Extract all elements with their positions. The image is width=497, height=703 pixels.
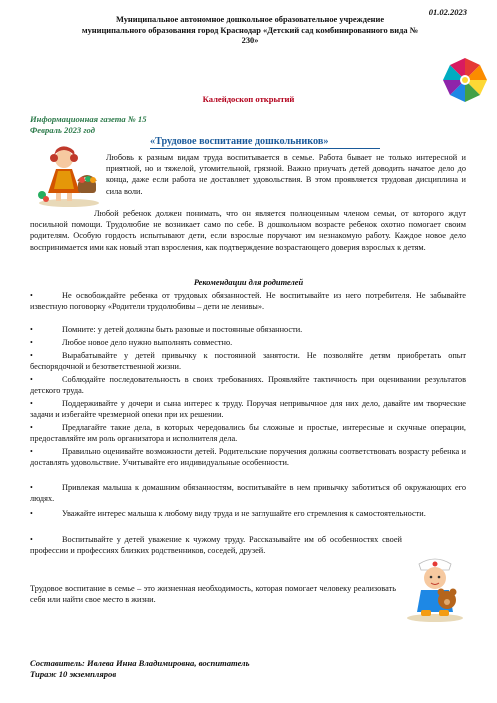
gazette-month: Февраль 2023 год	[30, 124, 95, 135]
title-underline	[150, 148, 380, 149]
recommendations-heading: Рекомендации для родителей	[193, 278, 304, 287]
boy-with-teddy-bear-illustration	[403, 556, 467, 622]
header-line-1: Муниципальное автономное дошкольное образовательное учреждение	[115, 15, 385, 24]
bullet-icon: •	[30, 325, 33, 334]
recommendation-item: • Не освобождайте ребенка от трудовых обязанностей. Не воспитывайте из него потребителя. Не забывайте известную поговорку «Родители трудолюбивы – дети не ленивы».	[30, 291, 466, 312]
institution-header	[60, 15, 440, 47]
bullet-icon: •	[30, 509, 33, 518]
bullet-icon: •	[30, 535, 33, 544]
recommendation-item: • Уважайте интерес малыша к любому виду труда и не заглушайте его стремления к самостоятельности.	[30, 509, 426, 518]
bullet-icon: •	[30, 483, 33, 492]
footer-author: Составитель: Ивлева Инна Владимировна, воспитатель	[30, 658, 250, 668]
article-title: «Трудовое воспитание дошкольников»	[150, 136, 329, 147]
header-line-2: муниципального образования город Краснодар «Детский сад комбинированного вида №	[81, 25, 419, 35]
footer	[30, 658, 250, 680]
recommendation-item: • Предлагайте такие дела, в которых чередовались бы сложные и простые, интересные и скучные операции, предоставляйте им роль организатора и исполнителя дела.	[30, 423, 466, 444]
bullet-icon: •	[30, 338, 33, 347]
bullet-icon: •	[30, 399, 33, 408]
recommendation-item: • Воспитывайте у детей уважение к чужому труду. Рассказывайте им об особенностях своей профессии и профессиях близких родственников, соседей, друзей.	[30, 535, 402, 556]
bullet-icon: •	[30, 291, 33, 300]
girl-with-basket-illustration	[34, 145, 104, 207]
footer-circulation: Тираж 10 экземпляров	[30, 669, 117, 679]
gazette-issue: Информационная газета № 15	[30, 114, 147, 124]
bullet-icon: •	[30, 423, 33, 432]
header-line-3: 230»	[241, 36, 259, 45]
newspaper-name: Калейдоскоп открытий	[202, 94, 295, 104]
issue-date: 01.02.2023	[428, 7, 467, 17]
recommendation-item: • Любое новое дело нужно выполнять совместно.	[30, 338, 233, 347]
bullet-icon: •	[30, 447, 33, 456]
bullet-icon: •	[30, 375, 33, 384]
closing-paragraph: Трудовое воспитание в семье – это жизненная необходимость, которая помогает человеку реализовать себя или найти свое место в жизни.	[30, 584, 396, 605]
intro-paragraph: Любовь к разным видам труда воспитывается в семье. Работа бывает не только интересной и приятной, но и тяжелой, утомительной, грязной. Важно приучать детей доводить начатое дело до конца, даже если работа не доставляет удовольствия. В этом проявляется трудовая дисциплина и сила воли.	[106, 153, 466, 196]
recommendation-item: • Соблюдайте последовательность в своих требованиях. Проявляйте тактичность при оценивании результатов детского труда.	[30, 375, 466, 396]
recommendation-item: • Помните: у детей должны быть разовые и постоянные обязанности.	[30, 325, 303, 334]
recommendation-item: • Вырабатывайте у детей привычку к постоянной занятости. Не позволяйте детям приобретать опыт беспорядочной и безответственной жизни.	[30, 351, 466, 372]
recommendation-item: • Привлекая малыша к домашним обязанностям, воспитывайте в нем привычку заботиться об окружающих его людях.	[30, 483, 466, 504]
gazette-info	[30, 114, 147, 135]
recommendation-item: • Поддерживайте у дочери и сына интерес к труду. Поручая непривычное для них дело, давайте им творческие задачи и избегайте чрезмерной опеки при их решении.	[30, 399, 466, 420]
bullet-icon: •	[30, 351, 33, 360]
body-paragraph: Любой ребенок должен понимать, что он является полноценным членом семьи, от которого ждут посильной помощи. Трудолюбие не возникает само по себе. В дошкольном возрасте ребенок охотно помогает своим родителям. Особую гордость испытывают дети, если взрослые поручают им незнакомую работу. Каждое новое дело воспринимается ими как новый этап взросления, как подтверждение возрастающего доверия взрослых к детям.	[30, 209, 466, 252]
recommendation-item: • Правильно оценивайте возможности детей. Родительские поручения должны соответствовать возрасту ребенка и доставлять удовольствие. Учитывайте его индивидуальные особенности.	[30, 447, 466, 468]
